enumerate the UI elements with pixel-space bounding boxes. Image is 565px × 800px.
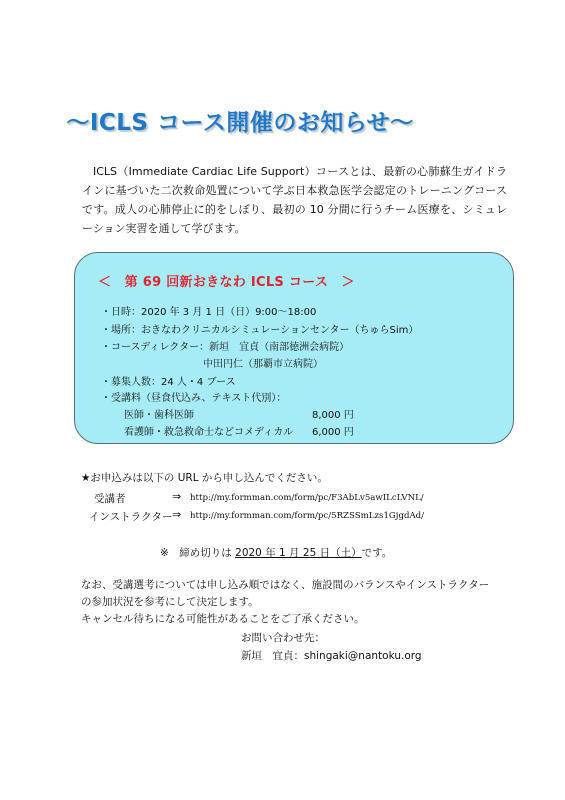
closing-line: の参加状況を参考にして決定します。 [81,596,259,608]
closing-line: キャンセル待ちになる可能性があることをご了承ください。 [81,613,365,625]
apply-label-instructor: インストラクター [89,511,173,523]
closing-paragraph [81,577,511,628]
course-heading: ＜ 第 69 回新おきなわ ICLS コース ＞ [98,275,355,290]
course-director-2: 中田円仁（那覇市立病院） [203,359,323,370]
fee-amount: 6,000 円 [312,427,354,438]
course-place: ・場所：おきなわクリニカルシミュレーションセンター（ちゅらSim） [101,325,419,336]
fee-label: 看護師・救急救命士などコメディカル [124,427,294,438]
fee-amount: 8,000 円 [312,410,354,421]
arrow-icon: ⇒ [172,508,182,521]
deadline-prefix: ※ 締め切りは [160,547,236,559]
deadline-date: 2020 年 1 月 25 日（土） [235,547,362,559]
page-title: 〜ICLS コース開催のお知らせ〜 [66,110,414,136]
arrow-icon: ⇒ [172,490,182,503]
apply-label-trainee: 受講者 [94,493,126,505]
fee-label: 医師・歯科医師 [124,410,194,421]
contact-info: 新垣 宜貞：shingaki@nantoku.org [241,650,422,662]
intro-paragraph [82,162,507,238]
contact-label: お問い合わせ先： [241,632,325,644]
apply-note: ★お申込みは以下の URL から申し込んでください。 [81,472,328,484]
deadline [160,545,392,560]
intro-text: ICLS（Immediate Cardiac Life Support）コースとは、最新の心肺蘇生ガイドラインに基づいた二次救命処置について学ぶ日本救急医学会認定のトレーニングコースです。成人の心肺停止に的をしぼり、最初の 10 分間に行うチーム医療を、シミュレーション実習を通して学びます。 [82,165,507,235]
trainee-form-link[interactable]: http://my.formman.com/form/pc/F3AbLv5awILcLVNL/ [190,493,424,503]
course-date: ・日時：2020 年 3 月 1 日（日）9:00〜18:00 [101,307,317,318]
course-fee-heading: ・受講料（昼食代込み、テキスト代別）： [101,393,287,404]
instructor-form-link[interactable]: http://my.formman.com/form/pc/5RZSSmLzs1GjgdAd/ [190,511,425,521]
closing-line: なお、受講選考については申し込み順ではなく、施設間のバランスやインストラクター [81,579,490,591]
deadline-suffix: です。 [361,547,393,559]
course-director: ・コースディレクター：新垣 宜貞（南部徳洲会病院） [101,342,350,353]
course-capacity: ・募集人数：24 人・4 ブース [101,377,236,388]
